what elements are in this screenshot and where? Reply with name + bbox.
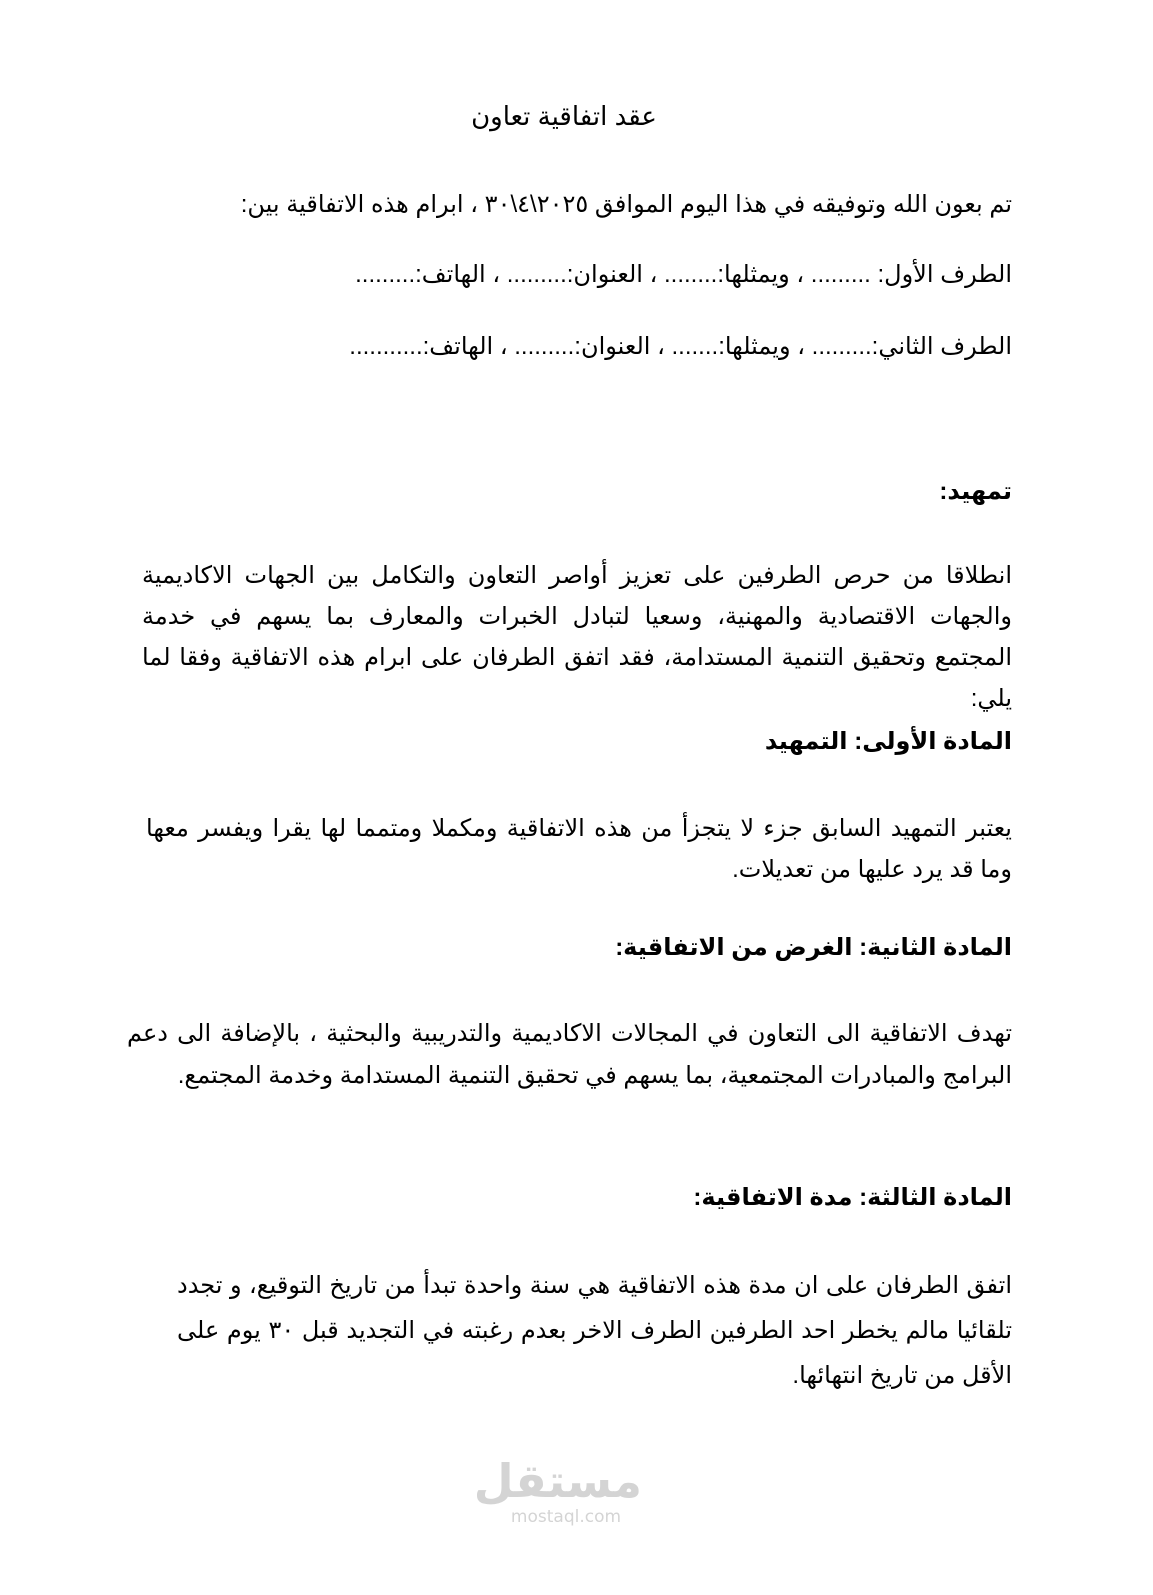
intro-paragraph: تم بعون الله وتوفيقه في هذا اليوم الموافق ٢٠٢٥\٤\٣٠ ، ابرام هذه الاتفاقية بين: xyxy=(240,191,1012,218)
article-three-body: اتفق الطرفان على ان مدة هذه الاتفاقية هي سنة واحدة تبدأ من تاريخ التوقيع، و تجدد تلقائيا مالم يخطر احد الطرفين الطرف الاخر بعدم رغبته في التجديد قبل ٣٠ يوم على الأقل من تاريخ انتهائها. xyxy=(177,1272,1013,1389)
document-title: عقد اتفاقية تعاون xyxy=(471,101,657,131)
preamble-heading: تمهيد: xyxy=(939,478,1012,505)
party-one-line: الطرف الأول: ......... ، ويمثلها:........ ، العنوان:......... ، الهاتف:......... xyxy=(355,261,1012,288)
article-two-heading: المادة الثانية: الغرض من الاتفاقية: xyxy=(615,934,1012,961)
article-one-body: يعتبر التمهيد السابق جزء لا يتجزأ من هذه الاتفاقية ومكملا ومتمما لها يقرا ويفسر معها وما قد يرد عليها من تعديلات. xyxy=(146,815,1012,883)
watermark-domain: mostaql.com xyxy=(510,1507,622,1527)
party-two-line: الطرف الثاني:......... ، ويمثلها:....... ، العنوان:......... ، الهاتف:........... xyxy=(349,333,1012,360)
watermark-logo: مستقل xyxy=(473,1455,642,1507)
preamble-body: انطلاقا من حرص الطرفين على تعزيز أواصر التعاون والتكامل بين الجهات الاكاديمية والجهات الاقتصادية والمهنية، وسعيا لتبادل الخبرات والمعارف بما يسهم في خدمة المجتمع وتحقيق التنمية المستدامة، فقد اتفق الطرفان على ابرام هذه الاتفاقية وفقا لما يلي: xyxy=(142,562,1013,712)
article-one-heading: المادة الأولى: التمهيد xyxy=(764,728,1012,755)
article-three-heading: المادة الثالثة: مدة الاتفاقية: xyxy=(693,1184,1012,1211)
article-two-body: تهدف الاتفاقية الى التعاون في المجالات الاكاديمية والتدريبية والبحثية ، بالإضافة الى دعم البرامج والمبادرات المجتمعية، بما يسهم في تحقيق التنمية المستدامة وخدمة المجتمع. xyxy=(127,1020,1012,1089)
